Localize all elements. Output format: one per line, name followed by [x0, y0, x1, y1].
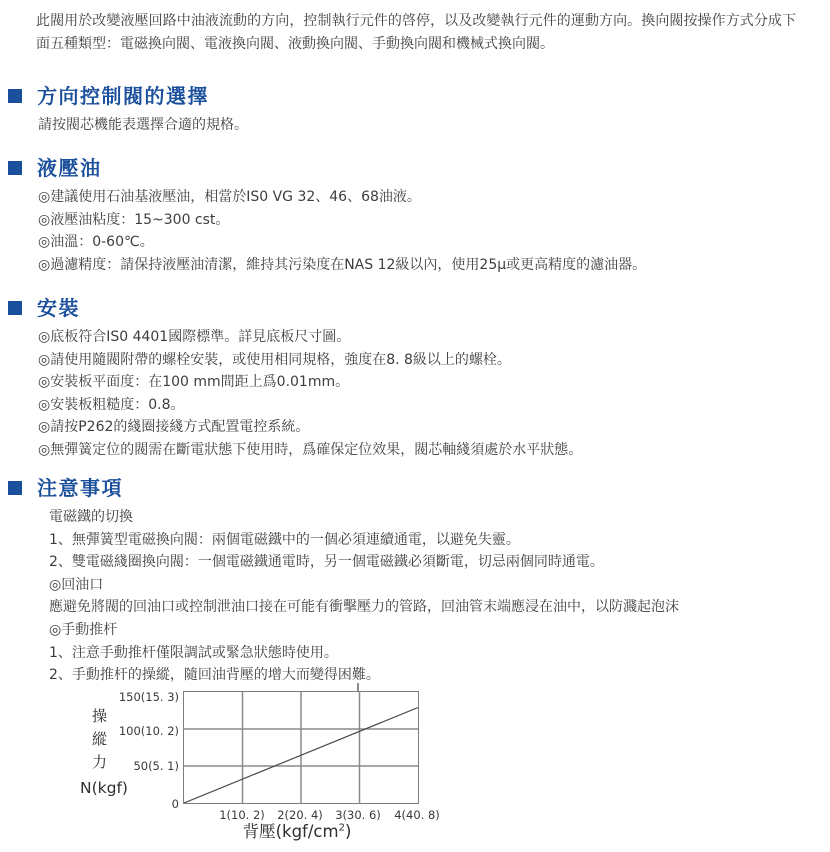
bullet-line: ◎過濾精度：請保持液壓油清潔，維持其污染度在NAS 12級以內，使用25μ或更高精度的濾油器。 [38, 256, 647, 273]
note-line: ◎回油口 [49, 576, 104, 593]
bullet-line: ◎油溫：0-60℃。 [38, 234, 154, 251]
bullet-line: ◎底板符合IS0 4401國際標準。詳見底板尺寸圖。 [38, 329, 351, 345]
y-axis-title-char: 力 [92, 753, 108, 771]
x-axis-title [197, 818, 397, 842]
x-tick-label: 2(20. 4) [277, 808, 323, 822]
intro-paragraph: 此閥用於改變液壓回路中油液流動的方向，控制執行元件的啓停，以及改變執行元件的運動方向。換向閥按操作方式分成下面五種類型：電磁換向閥、電液換向閥、液動換向閥、手動換向閥和機械式換向閥。 [36, 13, 796, 52]
x-axis-title-superscript: 2 [338, 822, 345, 834]
y-tick-label: 100(10. 2) [118, 724, 179, 738]
x-tick-label: 3(30. 6) [335, 808, 381, 822]
note-line: 應避免將閥的回油口或控制泄油口接在可能有衝擊壓力的管路，回油管末端應浸在油中，以防濺起泡沫 [49, 599, 679, 616]
note-line: 電磁鐵的切換 [49, 509, 133, 525]
y-tick-label: 50(5. 1) [133, 759, 179, 773]
x-axis-title-end: ) [344, 822, 352, 841]
section-heading [8, 84, 830, 108]
section-title: 安裝 [37, 296, 80, 320]
bullet-line: ◎液壓油粘度：15~300 cst。 [38, 211, 230, 228]
bullet-line: ◎請按P262的綫圈接綫方式配置電控系統。 [38, 419, 310, 436]
y-axis-title-char: 縱 [92, 730, 108, 748]
section-title: 方向控制閥的選擇 [37, 84, 209, 108]
note-line: 1、無彈簧型電磁換向閥：兩個電磁鐵中的一個必須連續通電，以避免失靈。 [49, 531, 520, 548]
section-hydraulic-oil [0, 156, 830, 276]
bullet-line: ◎安裝板平面度：在100 mm間距上爲0.01mm。 [38, 374, 350, 391]
note-line: 1、注意手動推杆僅限調試或緊急狀態時使用。 [49, 644, 338, 661]
section-heading [8, 296, 830, 320]
section-heading [8, 156, 830, 180]
operating-force-chart [0, 683, 830, 852]
y-tick-label: 150(15. 3) [118, 690, 179, 704]
blue-square-bullet-icon [8, 161, 22, 175]
note-line: 2、手動推杆的操縱，隨回油背壓的增大而變得困難。 [49, 667, 380, 684]
blue-square-bullet-icon [8, 89, 22, 103]
bullet-line: ◎無彈簧定位的閥需在斷電狀態下使用時，爲確保定位效果，閥芯軸綫須處於水平狀態。 [38, 441, 583, 458]
plot-area [183, 691, 419, 804]
section-title: 液壓油 [37, 156, 102, 180]
y-axis-title-char: 操 [92, 707, 108, 725]
note-line: 2、雙電磁綫圈換向閥：一個電磁鐵通電時，另一個電磁鐵必須斷電，切忌兩個同時通電。 [49, 554, 604, 571]
x-tick-label: 1(10. 2) [219, 808, 265, 822]
blue-square-bullet-icon [8, 301, 22, 315]
bullet-line: ◎建議使用石油基液壓油，相當於IS0 VG 32、46、68油液。 [38, 189, 421, 205]
blue-square-bullet-icon [8, 481, 22, 495]
section-valve-selection [0, 84, 830, 137]
section-heading [8, 476, 830, 500]
section-text-line: 請按閥芯機能表選擇合適的規格。 [38, 117, 248, 133]
plot-canvas [184, 692, 418, 803]
note-line: ◎手動推杆 [49, 621, 118, 638]
section-installation [0, 296, 830, 462]
y-axis-unit: N(kgf) [80, 779, 128, 797]
x-tick-label: 4(40. 8) [394, 808, 440, 822]
x-axis-title-main: 背壓(kgf/cm [242, 822, 339, 841]
bullet-line: ◎請使用隨閥附帶的螺栓安裝，或使用相同規格，強度在8. 8級以上的螺栓。 [38, 351, 511, 368]
y-tick-label: 0 [171, 797, 179, 811]
bullet-line: ◎安裝板粗糙度：0.8。 [38, 396, 185, 413]
section-title: 注意事項 [37, 476, 123, 500]
section-precautions [0, 476, 830, 687]
